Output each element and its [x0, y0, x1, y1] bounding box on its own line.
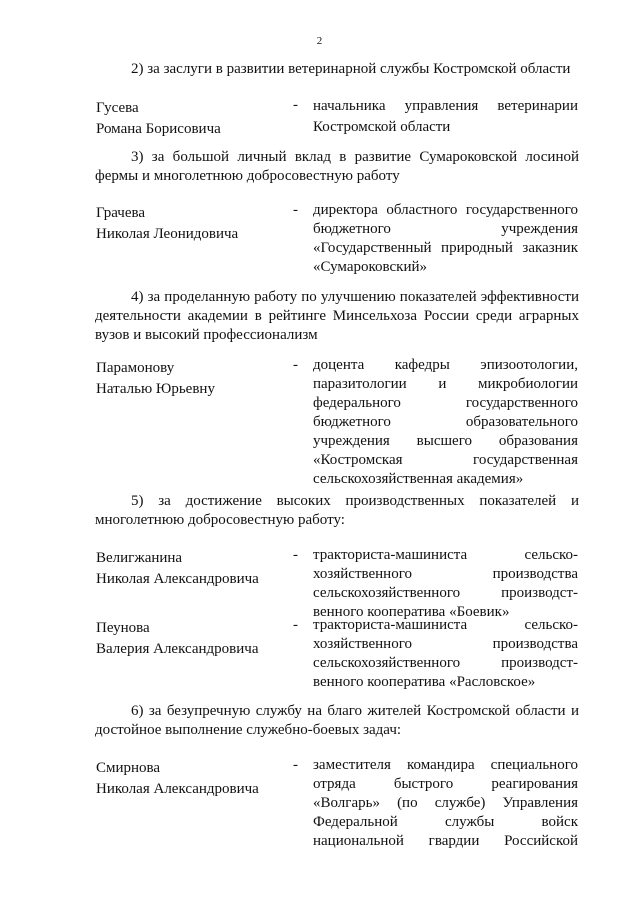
person-surname: Велигжанина	[96, 550, 183, 566]
person-position-gusev	[313, 96, 578, 138]
position-line: федерального государственного	[313, 395, 578, 411]
position-line: отряда быстрого реагирования	[313, 776, 578, 792]
dash-separator: -	[293, 357, 298, 373]
section-heading-5: 5) за достижение высоких производственных показателей и многолетнюю добросовестную работу:	[95, 493, 579, 528]
person-given-names: Наталью Юрьевну	[96, 381, 215, 397]
person-surname: Грачева	[96, 205, 146, 221]
section-heading-4: 4) за проделанную работу по улучшению показателей эффективности деятельности академии в рейтинге Минсельхоза России среди аграрных вузов и высокий профессионализм	[95, 289, 579, 343]
position-line: доцента кафедры эпизоотологии,	[313, 357, 578, 373]
position-line: «Сумароковский»	[313, 259, 428, 275]
person-position-smirnov	[313, 756, 578, 851]
section-heading-6: 6) за безупречную службу на благо жителей Костромской области и достойное выполнение служебно-боевых задач:	[95, 703, 579, 738]
position-line: венного кооператива «Расловское»	[313, 674, 536, 690]
person-surname: Пеунова	[96, 620, 150, 636]
position-line: учреждения высшего образования	[313, 433, 578, 449]
position-line: хозяйственного производства	[313, 566, 578, 582]
position-line: бюджетного образовательного	[313, 414, 578, 430]
person-position-peunov	[313, 616, 578, 692]
position-line: заместителя командира специального	[313, 757, 578, 773]
position-line: «Костромская государственная	[313, 452, 578, 468]
person-given-names: Романа Борисовича	[96, 121, 221, 137]
position-line: национальной гвардии Российской	[313, 833, 578, 849]
dash-separator: -	[293, 97, 298, 113]
dash-separator: -	[293, 617, 298, 633]
dash-separator: -	[293, 757, 298, 773]
person-name-paramonova	[96, 358, 215, 400]
position-line: Костромской области	[313, 119, 451, 135]
position-line: сельскохозяйственная академия»	[313, 471, 524, 487]
position-line: Федеральной службы войск	[313, 814, 578, 830]
position-line: хозяйственного производства	[313, 636, 578, 652]
position-line: «Волгарь» (по службе) Управления	[313, 795, 578, 811]
dash-separator: -	[293, 202, 298, 218]
person-given-names: Николая Александровича	[96, 781, 259, 797]
position-line: венного кооператива «Боевик»	[313, 604, 510, 620]
person-surname: Парамонову	[96, 360, 175, 376]
section-heading-2: 2) за заслуги в развитии ветеринарной службы Костромской области	[131, 61, 571, 77]
person-position-veligzhanin	[313, 546, 578, 622]
person-name-peunov	[96, 618, 258, 660]
position-line: сельскохозяйственного производст-	[313, 655, 578, 671]
position-line: начальника управления ветеринарии	[313, 98, 578, 114]
person-given-names: Валерия Александровича	[96, 641, 259, 657]
person-surname: Гусева	[96, 100, 139, 116]
person-name-gusev	[96, 98, 221, 140]
person-given-names: Николая Александровича	[96, 571, 259, 587]
section-heading-3: 3) за большой личный вклад в развитие Сумароковской лосиной фермы и многолетнюю добросовестную работу	[95, 149, 579, 184]
position-line: паразитологии и микробиологии	[313, 376, 578, 392]
person-position-paramonova	[313, 356, 578, 489]
position-line: сельскохозяйственного производст-	[313, 585, 578, 601]
person-position-grachev	[313, 201, 578, 277]
page-number: 2	[316, 35, 323, 47]
position-line: тракториста-машиниста сельско-	[313, 617, 578, 633]
person-given-names: Николая Леонидовича	[96, 226, 239, 242]
person-surname: Смирнова	[96, 760, 161, 776]
position-line: «Государственный природный заказник	[313, 240, 578, 256]
position-line: директора областного государственного	[313, 202, 578, 218]
person-name-veligzhanin	[96, 548, 259, 590]
dash-separator: -	[293, 547, 298, 563]
person-name-grachev	[96, 203, 238, 245]
position-line: тракториста-машиниста сельско-	[313, 547, 578, 563]
position-line: бюджетного учреждения	[313, 221, 578, 237]
person-name-smirnov	[96, 758, 259, 800]
